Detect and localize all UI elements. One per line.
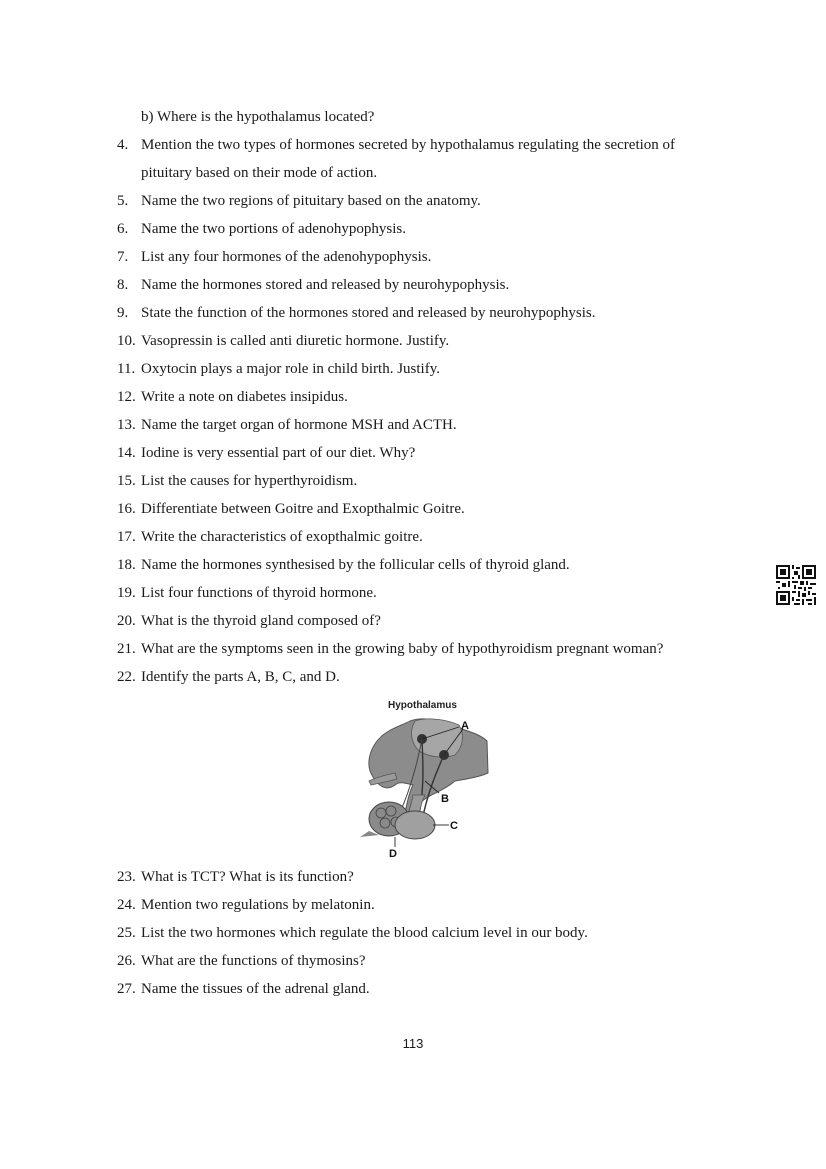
question-text: Identify the parts A, B, C, and D. — [141, 669, 340, 685]
question-text: Write a note on diabetes insipidus. — [141, 389, 348, 405]
question-number: 24. — [117, 897, 136, 913]
question-text: State the function of the hormones stored and released by neurohypophysis. — [141, 305, 596, 321]
question-text: Name the hormones synthesised by the follicular cells of thyroid gland. — [141, 557, 570, 573]
figure-title: Hypothalamus — [388, 700, 457, 711]
question-15 — [117, 472, 357, 490]
question-4-continuation: pituitary based on their mode of action. — [141, 165, 378, 181]
question-text: Name the tissues of the adrenal gland. — [141, 981, 370, 997]
question-b: b) Where is the hypothalamus located? — [141, 109, 375, 125]
question-number: 13. — [117, 417, 136, 433]
question-number: 11. — [117, 361, 136, 377]
question-12 — [117, 388, 348, 406]
question-26 — [117, 952, 366, 970]
question-10 — [117, 332, 449, 350]
question-number: 22. — [117, 669, 136, 685]
question-8 — [117, 276, 509, 294]
question-text: Mention the two types of hormones secreted by hypothalamus regulating the secretion of — [141, 137, 676, 153]
label-b: B — [441, 793, 449, 805]
question-number: 16. — [117, 501, 136, 517]
question-number: 19. — [117, 585, 136, 601]
question-text: List the two hormones which regulate the blood calcium level in our body. — [141, 925, 588, 941]
page-number: 113 — [402, 1036, 424, 1051]
question-6 — [117, 220, 406, 238]
question-text: Name the hormones stored and released by neurohypophysis. — [141, 277, 510, 293]
question-text: List four functions of thyroid hormone. — [141, 585, 377, 601]
question-20 — [117, 612, 381, 630]
question-number: 6. — [117, 221, 129, 237]
question-11 — [117, 360, 440, 378]
question-number: 26. — [117, 953, 136, 969]
question-number: 10. — [117, 333, 136, 349]
question-5 — [117, 192, 481, 210]
label-c: C — [450, 820, 458, 832]
question-22 — [117, 668, 340, 686]
question-number: 21. — [117, 641, 136, 657]
question-text: Write the characteristics of exopthalmic goitre. — [141, 529, 423, 545]
question-number: 18. — [117, 557, 136, 573]
question-text: Name the target organ of hormone MSH and ACTH. — [141, 417, 457, 433]
question-number: 9. — [117, 305, 129, 321]
question-7 — [117, 248, 431, 266]
question-text: Name the two regions of pituitary based on the anatomy. — [141, 193, 481, 209]
question-text: List any four hormones of the adenohypophysis. — [141, 249, 432, 265]
question-14 — [117, 444, 415, 462]
question-text: Mention two regulations by melatonin. — [141, 897, 375, 913]
question-text: Iodine is very essential part of our diet. Why? — [141, 445, 416, 461]
question-text: What is the thyroid gland composed of? — [141, 613, 381, 629]
question-number: 5. — [117, 193, 129, 209]
question-27 — [117, 980, 370, 998]
question-number: 12. — [117, 389, 136, 405]
question-text: List the causes for hyperthyroidism. — [141, 473, 358, 489]
question-text: Vasopressin is called anti diuretic hormone. Justify. — [141, 333, 450, 349]
question-number: 14. — [117, 445, 136, 461]
question-text: What are the functions of thymosins? — [141, 953, 366, 969]
question-number: 4. — [117, 137, 129, 153]
question-4 — [117, 136, 675, 154]
question-number: 17. — [117, 529, 136, 545]
question-text: Name the two portions of adenohypophysis. — [141, 221, 406, 237]
label-a: A — [461, 720, 469, 732]
qr-code-icon[interactable] — [776, 565, 816, 605]
question-number: 20. — [117, 613, 136, 629]
question-13 — [117, 416, 457, 434]
question-24 — [117, 896, 375, 914]
question-number: 23. — [117, 869, 136, 885]
question-number: 7. — [117, 249, 129, 265]
question-19 — [117, 584, 377, 602]
question-number: 8. — [117, 277, 129, 293]
question-text: What is TCT? What is its function? — [141, 869, 354, 885]
question-number: 25. — [117, 925, 136, 941]
question-25 — [117, 924, 588, 942]
question-text: What are the symptoms seen in the growing baby of hypothyroidism pregnant woman? — [141, 641, 664, 657]
label-d: D — [389, 848, 397, 860]
pituitary-diagram — [355, 695, 495, 860]
question-16 — [117, 500, 465, 518]
question-number: 15. — [117, 473, 136, 489]
question-18 — [117, 556, 570, 574]
question-17 — [117, 528, 423, 546]
posterior-pituitary — [395, 811, 435, 839]
question-21 — [117, 640, 663, 658]
question-text: Oxytocin plays a major role in child birth. Justify. — [141, 361, 440, 377]
question-9 — [117, 304, 595, 322]
question-text: Differentiate between Goitre and Exopthalmic Goitre. — [141, 501, 465, 517]
question-number: 27. — [117, 981, 136, 997]
question-23 — [117, 868, 354, 886]
